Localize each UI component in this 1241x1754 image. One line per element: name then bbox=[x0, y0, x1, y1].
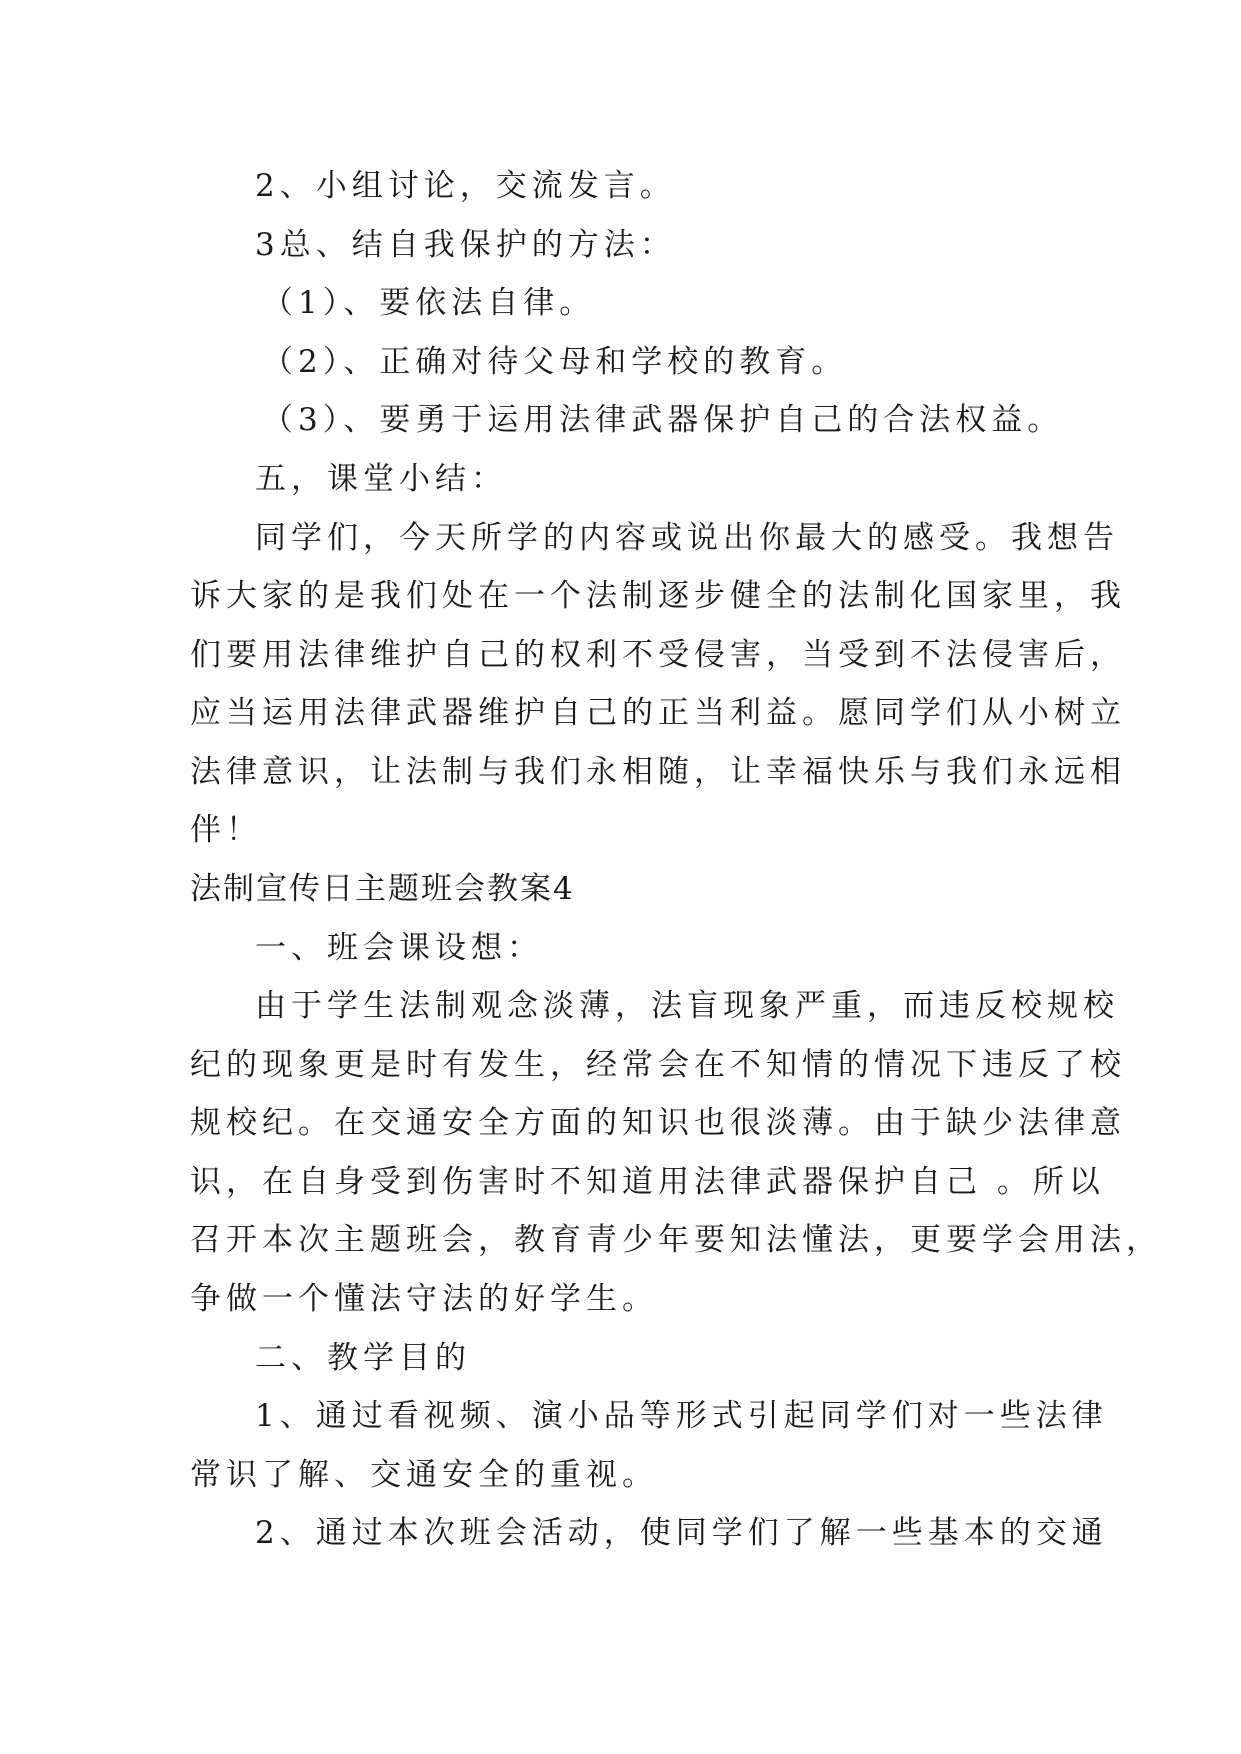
text-line: 2、小组讨论，交流发言。 bbox=[255, 168, 676, 204]
paragraph-line: 常识了解、交通安全的重视。 bbox=[190, 1457, 658, 1493]
paragraph-line: 由于学生法制观念淡薄，法盲现象严重，而违反校规校 bbox=[255, 988, 1119, 1024]
paragraph-line: 1、通过看视频、演小品等形式引起同学们对一些法律 bbox=[255, 1398, 1108, 1434]
paragraph-line: 伴！ bbox=[190, 812, 262, 848]
paragraph-line: 诉大家的是我们处在一个法制逐步健全的法制化国家里，我 bbox=[190, 578, 1126, 614]
paragraph-line: 们要用法律维护自己的权利不受侵害，当受到不法侵害后， bbox=[190, 637, 1126, 673]
document-title: 法制宣传日主题班会教案4 bbox=[190, 871, 575, 907]
paragraph-line: 应当运用法律武器维护自己的正当利益。愿同学们从小树立 bbox=[190, 695, 1126, 731]
paragraph-line: 同学们，今天所学的内容或说出你最大的感受。我想告 bbox=[255, 520, 1119, 556]
paragraph-line: 召开本次主题班会，教育青少年要知法懂法，更要学会用法， bbox=[190, 1222, 1162, 1258]
paragraph-line: 纪的现象更是时有发生，经常会在不知情的情况下违反了校 bbox=[190, 1047, 1126, 1083]
text-line: （3）、要勇于运用法律武器保护自己的合法权益。 bbox=[262, 402, 1064, 438]
section-heading: 一、班会课设想： bbox=[255, 930, 543, 966]
paragraph-line: 规校纪。在交通安全方面的知识也很淡薄。由于缺少法律意 bbox=[190, 1105, 1126, 1141]
paragraph-line: 法律意识，让法制与我们永相随，让幸福快乐与我们永远相 bbox=[190, 754, 1126, 790]
section-heading: 二、教学目的 bbox=[255, 1340, 471, 1376]
paragraph-line: 识，在自身受到伤害时不知道用法律武器保护自己 。所以 bbox=[190, 1164, 1105, 1200]
paragraph-line: 争做一个懂法守法的好学生。 bbox=[190, 1281, 658, 1317]
text-line: 3总、结自我保护的方法： bbox=[255, 227, 676, 263]
paragraph-line: 2、通过本次班会活动，使同学们了解一些基本的交通 bbox=[255, 1515, 1108, 1551]
section-heading: 五，课堂小结： bbox=[255, 461, 507, 497]
text-line: （2）、正确对待父母和学校的教育。 bbox=[262, 344, 848, 380]
text-line: （1）、要依法自律。 bbox=[262, 285, 596, 321]
